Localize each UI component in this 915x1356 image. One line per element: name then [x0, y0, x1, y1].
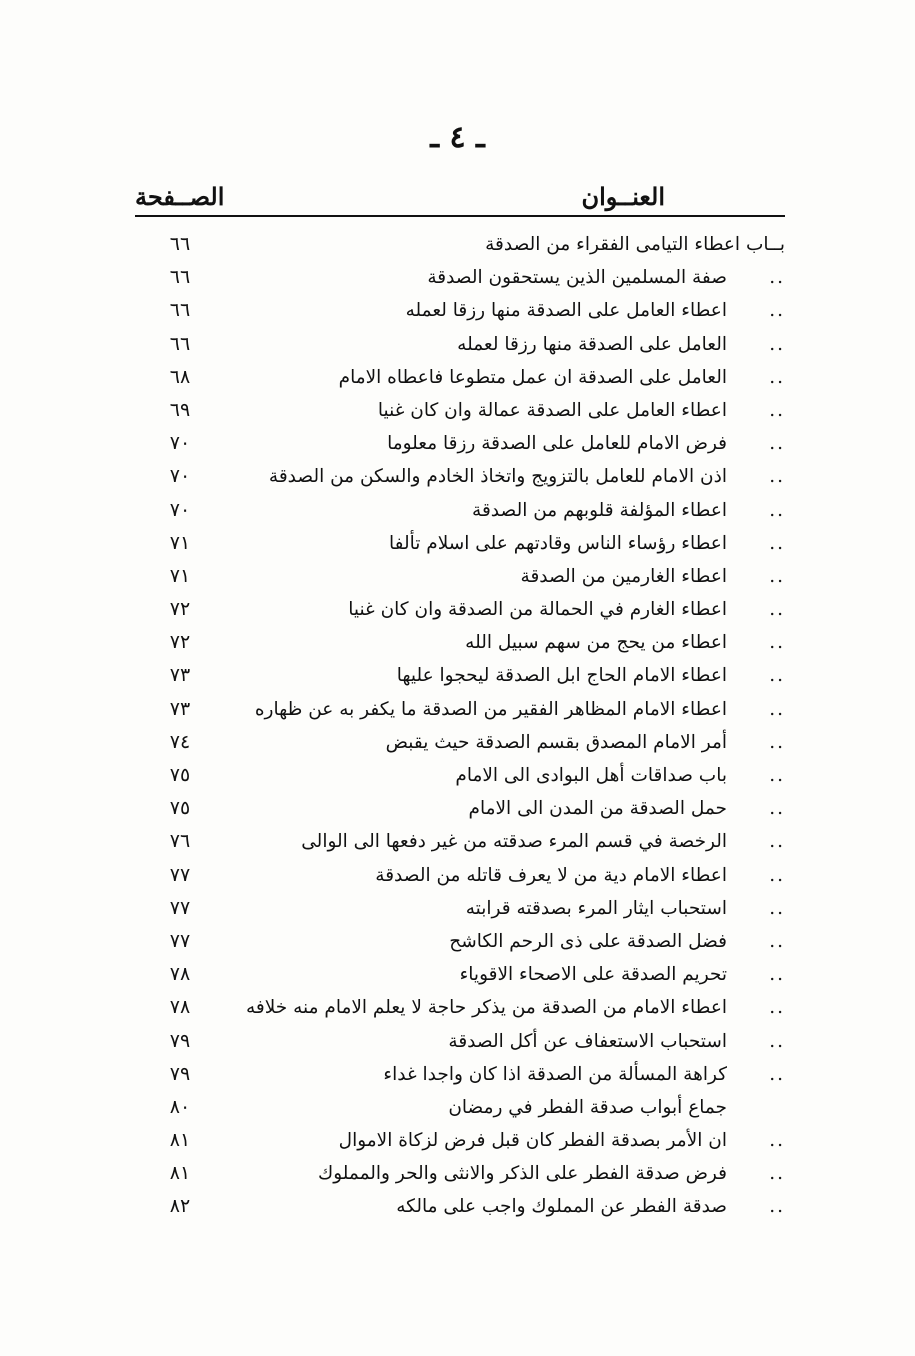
entry-page: ٧٠ — [169, 432, 191, 455]
ditto-marker: .. — [769, 1130, 785, 1152]
entry-page: ٧٦ — [169, 830, 191, 853]
entry-page: ٧٩ — [169, 1062, 191, 1085]
entry-page: ٦٦ — [169, 299, 191, 322]
ditto-marker: .. — [769, 731, 785, 753]
title-column-header: العنــوان — [581, 182, 665, 211]
entry-page: ٧٥ — [169, 797, 191, 820]
toc-row — [135, 294, 785, 327]
ditto-marker: .. — [769, 864, 785, 886]
entry-page: ٧٣ — [169, 697, 191, 720]
ditto-marker: .. — [769, 1163, 785, 1185]
entry-page: ٧٧ — [169, 863, 191, 886]
toc-row — [135, 759, 785, 792]
page-column-header: الصــفحة — [135, 182, 225, 211]
toc-row — [135, 1091, 785, 1124]
ditto-marker: .. — [769, 964, 785, 986]
table-of-contents — [135, 228, 785, 1224]
entry-title: اعطاء الامام المظاهر الفقير من الصدقة ما يكفر به عن ظهاره — [254, 698, 727, 720]
entry-title: اذن الامام للعامل بالتزويج واتخاذ الخادم والسكن من الصدقة — [268, 466, 727, 488]
entry-page: ٦٨ — [169, 365, 191, 388]
ditto-marker: .. — [769, 1063, 785, 1085]
entry-page: ٨٢ — [169, 1195, 191, 1218]
ditto-marker: .. — [769, 399, 785, 421]
ditto-marker: .. — [769, 499, 785, 521]
ditto-marker: .. — [769, 665, 785, 687]
toc-row — [135, 859, 785, 892]
entry-page: ٧١ — [169, 531, 191, 554]
entry-title: حمل الصدقة من المدن الى الامام — [468, 798, 727, 820]
entry-page: ٧٢ — [169, 631, 191, 654]
entry-title: اعطاء الغارمين من الصدقة — [520, 565, 727, 587]
entry-page: ٧٠ — [169, 498, 191, 521]
entry-title: اعطاء المؤلفة قلوبهم من الصدقة — [472, 499, 727, 521]
ditto-marker: .. — [769, 599, 785, 621]
entry-title: صفة المسلمين الذين يستحقون الصدقة — [427, 267, 727, 289]
ditto-marker: .. — [769, 698, 785, 720]
entry-title: تحريم الصدقة على الاصحاء الاقوياء — [459, 964, 727, 986]
toc-row — [135, 394, 785, 427]
entry-page: ٧٧ — [169, 929, 191, 952]
toc-row — [135, 693, 785, 726]
entry-title: ان الأمر بصدقة الفطر كان قبل فرض لزكاة الاموال — [338, 1130, 727, 1152]
entry-title: فرض صدقة الفطر على الذكر والانثى والحر والمملوك — [317, 1163, 727, 1185]
ditto-marker: .. — [769, 466, 785, 488]
entry-title: اعطاء الغارم في الحمالة من الصدقة وان كان غنيا — [348, 599, 727, 621]
entry-page: ٧١ — [169, 564, 191, 587]
entry-title: بــاب اعطاء التيامى الفقراء من الصدقة — [485, 234, 785, 255]
entry-page: ٦٦ — [169, 332, 191, 355]
entry-page: ٧٤ — [169, 730, 191, 753]
ditto-marker: .. — [769, 798, 785, 820]
toc-row — [135, 1058, 785, 1091]
ditto-marker: .. — [769, 765, 785, 786]
toc-header — [135, 178, 785, 218]
toc-row — [135, 1025, 785, 1058]
toc-row — [135, 792, 785, 825]
ditto-marker: .. — [769, 1196, 785, 1218]
entry-page: ٨١ — [169, 1129, 191, 1152]
entry-title: صدقة الفطر عن المملوك واجب على مالكه — [396, 1196, 727, 1218]
toc-row — [135, 825, 785, 858]
ditto-marker: .. — [769, 333, 785, 355]
toc-row — [135, 626, 785, 659]
entry-page: ٦٦ — [169, 233, 191, 255]
entry-page: ٧٠ — [169, 465, 191, 488]
ditto-marker: .. — [769, 267, 785, 289]
entry-title: باب صداقات أهل البوادى الى الامام — [455, 765, 727, 786]
ditto-marker: .. — [769, 632, 785, 654]
entry-title: اعطاء العامل على الصدقة منها رزقا لعمله — [405, 300, 727, 322]
entry-title: الرخصة في قسم المرء صدقته من غير دفعها الى الوالى — [301, 831, 727, 853]
toc-row — [135, 261, 785, 294]
header-rule — [135, 215, 785, 217]
entry-page: ٧٩ — [169, 1029, 191, 1052]
entry-title: العامل على الصدقة ان عمل متطوعا فاعطاه الامام — [338, 366, 727, 388]
entry-page: ٧٨ — [169, 963, 191, 986]
entry-title: جماع أبواب صدقة الفطر في رمضان — [448, 1096, 727, 1118]
toc-row — [135, 527, 785, 560]
entry-page: ٧٣ — [169, 664, 191, 687]
toc-row — [135, 427, 785, 460]
ditto-marker: .. — [769, 366, 785, 388]
toc-row — [135, 328, 785, 361]
toc-row — [135, 494, 785, 527]
entry-title: اعطاء من يحج من سهم سبيل الله — [465, 632, 727, 654]
ditto-marker: .. — [769, 433, 785, 455]
entry-page: ٦٦ — [169, 266, 191, 289]
ditto-marker: .. — [769, 930, 785, 952]
entry-page: ٨٠ — [169, 1095, 191, 1118]
toc-row — [135, 892, 785, 925]
toc-row — [135, 958, 785, 991]
toc-row — [135, 460, 785, 493]
entry-title: فرض الامام للعامل على الصدقة رزقا معلوما — [387, 433, 727, 455]
entry-page: ٨١ — [169, 1162, 191, 1185]
toc-row — [135, 361, 785, 394]
entry-page: ٧٢ — [169, 598, 191, 621]
toc-row — [135, 1157, 785, 1190]
page-number: ـ ٤ ـ — [430, 120, 485, 155]
toc-row — [135, 1124, 785, 1157]
toc-row — [135, 925, 785, 958]
ditto-marker: .. — [769, 897, 785, 919]
entry-title: استحباب ايثار المرء بصدقته قرابته — [465, 897, 727, 919]
toc-row — [135, 659, 785, 692]
ditto-marker: .. — [769, 831, 785, 853]
toc-row — [135, 991, 785, 1024]
entry-page: ٧٧ — [169, 896, 191, 919]
ditto-marker: .. — [769, 997, 785, 1019]
entry-title: اعطاء الامام الحاج ابل الصدقة ليحجوا عليها — [396, 665, 727, 687]
toc-row — [135, 1190, 785, 1223]
entry-title: اعطاء الامام من الصدقة من يذكر حاجة لا يعلم الامام منه خلافه — [245, 997, 727, 1019]
entry-title: استحباب الاستعفاف عن أكل الصدقة — [448, 1030, 727, 1052]
entry-page: ٧٨ — [169, 996, 191, 1019]
ditto-marker: .. — [769, 300, 785, 322]
toc-row — [135, 228, 785, 261]
entry-title: اعطاء العامل على الصدقة عمالة وان كان غنيا — [377, 399, 727, 421]
ditto-marker: .. — [769, 1030, 785, 1052]
toc-row — [135, 593, 785, 626]
entry-title: فضل الصدقة على ذى الرحم الكاشح — [449, 930, 727, 952]
entry-page: ٧٥ — [169, 764, 191, 786]
entry-title: كراهة المسألة من الصدقة اذا كان واجدا غداء — [383, 1063, 727, 1085]
entry-title: اعطاء رؤساء الناس وقادتهم على اسلام تألفا — [388, 532, 727, 554]
ditto-marker: .. — [769, 565, 785, 587]
entry-page: ٦٩ — [169, 398, 191, 421]
toc-row — [135, 726, 785, 759]
entry-title: اعطاء الامام دية من لا يعرف قاتله من الصدقة — [375, 864, 727, 886]
toc-row — [135, 560, 785, 593]
ditto-marker: .. — [769, 532, 785, 554]
entry-title: أمر الامام المصدق بقسم الصدقة حيث يقبض — [385, 731, 727, 753]
entry-title: العامل على الصدقة منها رزقا لعمله — [457, 333, 727, 355]
